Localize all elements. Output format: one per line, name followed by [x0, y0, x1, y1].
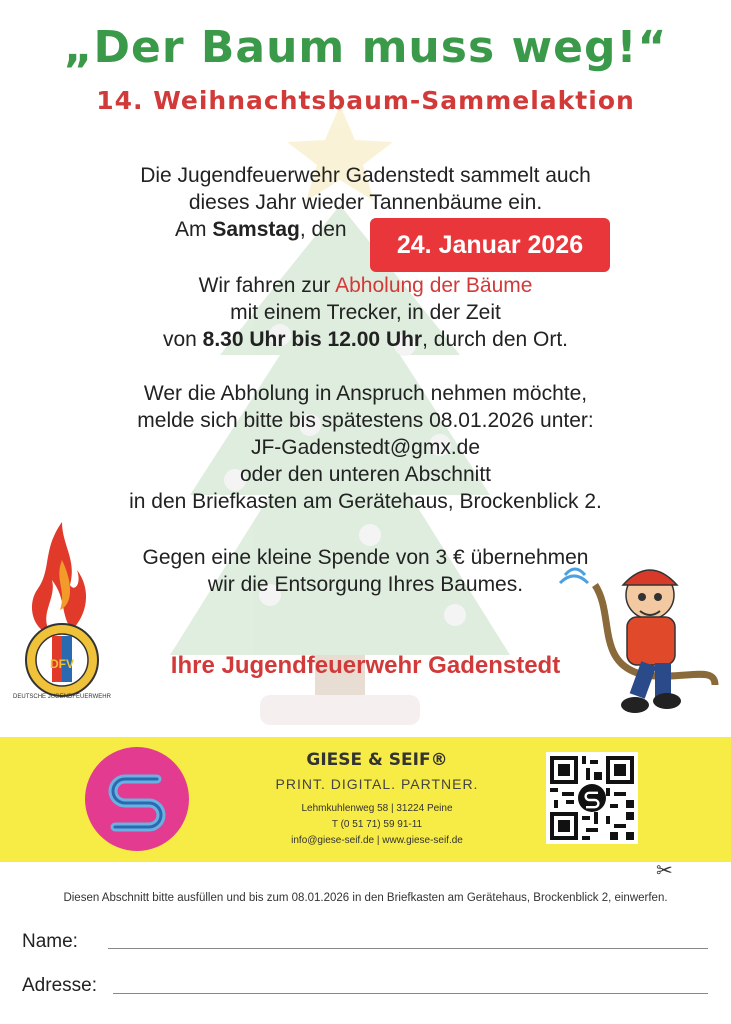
name-label: Name: [22, 931, 78, 952]
sponsor-phone: T (0 51 71) 59 91-11 [331, 819, 423, 830]
request-line-1: Wer die Abholung in Anspruch nehmen möchte, [143, 382, 588, 405]
page-subtitle: 14. Weihnachtsbaum-Sammelaktion [96, 86, 635, 115]
address-field[interactable] [113, 993, 708, 994]
request-line-2: melde sich bitte bis spätestens 08.01.2026 unter: [137, 409, 594, 432]
request-line-4: oder den unteren Abschnitt [239, 463, 491, 486]
time-pre: von [162, 328, 203, 351]
email-address[interactable]: JF-Gadenstedt@gmx.de [250, 436, 481, 459]
page-title: „Der Baum muss weg!“ [63, 22, 668, 73]
sponsor-logo [85, 747, 189, 851]
request-line-5: in den Briefkasten am Gerätehaus, Brockenblick 2. [129, 490, 602, 513]
date-badge: 24. Januar 2026 [370, 218, 610, 272]
pickup-highlight: Abholung der Bäume [335, 274, 533, 297]
intro-line-2: dieses Jahr wieder Tannenbäume ein. [188, 191, 543, 214]
sponsor-name: GIESE & SEIF® [306, 750, 448, 770]
scissors-icon: ✂ [656, 860, 673, 882]
am-text: Am [175, 218, 213, 241]
donation-line-1: Gegen eine kleine Spende von 3 € übernehmen [142, 546, 589, 569]
pickup-pre: Wir fahren zur [198, 274, 336, 297]
name-field[interactable] [108, 948, 708, 949]
jugendfeuerwehr-logo [13, 520, 111, 700]
intro-line-1: Die Jugendfeuerwehr Gadenstedt sammelt auch [140, 164, 591, 187]
qr-code[interactable] [546, 752, 638, 844]
sponsor-s-icon [85, 747, 189, 851]
samstag-text: Samstag [212, 218, 300, 241]
cutout-instruction: Diesen Abschnitt bitte ausfüllen und bis zum 08.01.2026 in den Briefkasten am Gerätehaus, Brockenblick 2, einwerfen. [63, 892, 668, 904]
time-post: , durch den Ort. [422, 328, 569, 351]
firefighter-mascot [555, 555, 725, 720]
intro-line-3 [175, 216, 347, 243]
sponsor-contact[interactable]: info@giese-seif.de | www.giese-seif.de [291, 835, 463, 846]
pickup-line-1 [80, 272, 651, 299]
badge-initials: DFV [50, 657, 74, 671]
signature: Ihre Jugendfeuerwehr Gadenstedt [170, 652, 561, 679]
address-label: Adresse: [22, 975, 97, 996]
sponsor-address: Lehmkuhlenweg 58 | 31224 Peine [301, 803, 453, 814]
den-text: , den [299, 218, 347, 241]
donation-line-2: wir die Entsorgung Ihres Baumes. [207, 573, 524, 596]
badge-ring-text: DEUTSCHE JUGENDFEUERWEHR [13, 694, 111, 700]
sponsor-tagline: PRINT. DIGITAL. PARTNER. [275, 776, 479, 792]
time-range: 8.30 Uhr bis 12.00 Uhr [202, 328, 423, 351]
pickup-line-2: mit einem Trecker, in der Zeit [230, 301, 501, 324]
time-line [80, 326, 651, 353]
